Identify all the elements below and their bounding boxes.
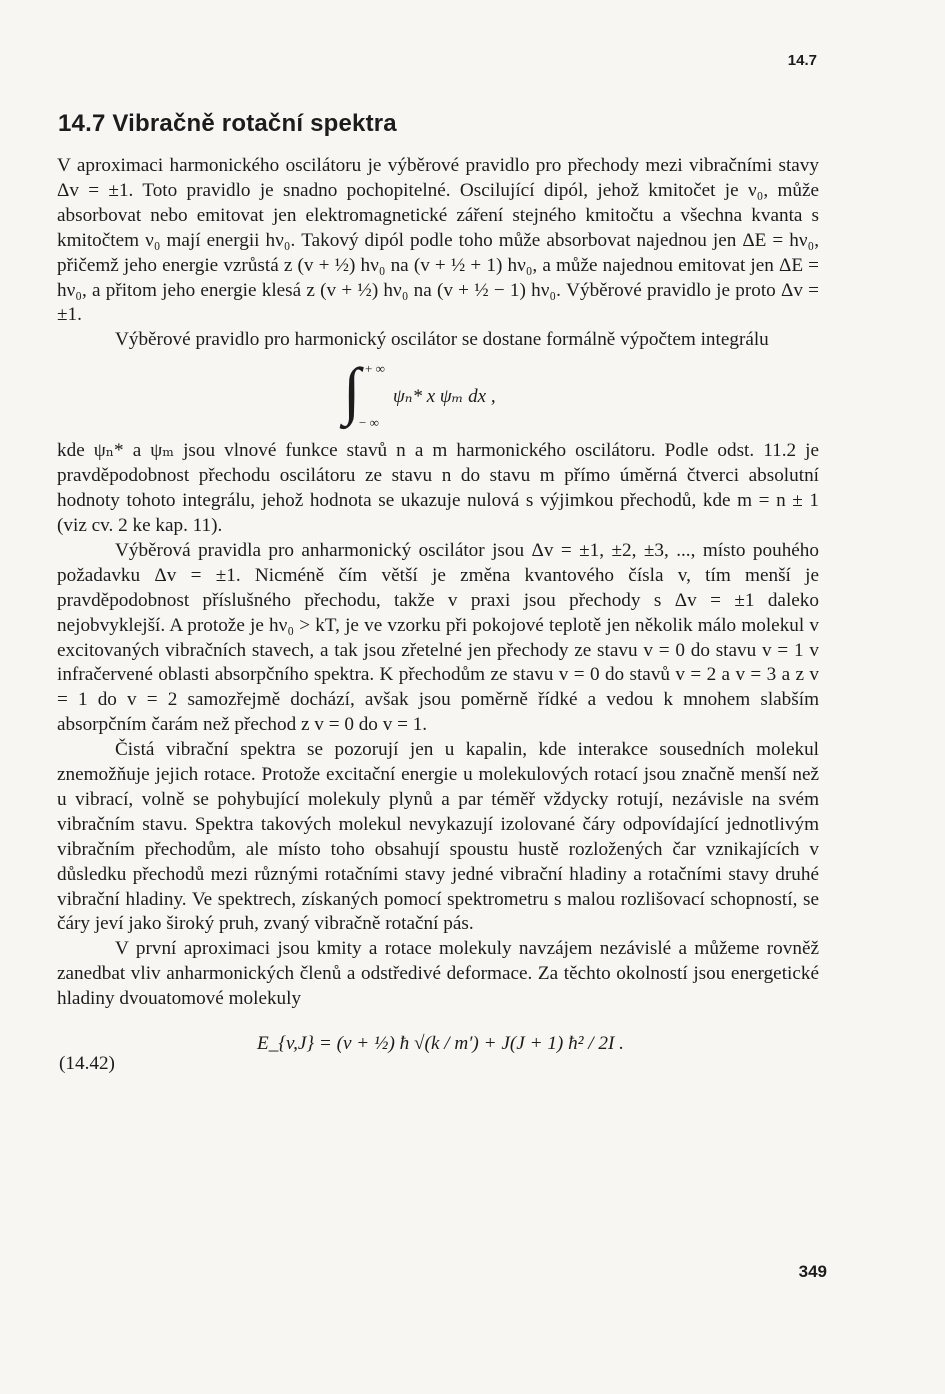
running-head: 14.7 — [787, 52, 817, 69]
paragraph-1: V aproximaci harmonického oscilátoru je výběrové pravidlo pro přechody mezi vibračními stavy Δv = ±1. Toto pravidlo je snadno pochopitelné. Oscilující dipól, jehož kmitočet je ν₀, může absorbovat nebo emitovat jen elektromagnetické záření stejného kmitočtu a všechna kvanta s kmitočtem ν₀ mají energii hν₀. Takový dipól podle toho může absorbovat najednou jen ΔE = hν₀, přičemž jeho energie vzrůstá z (v + ½) hν₀ na (v + ½ + 1) hν₀, a může najednou emitovat jen ΔE = hν₀, a přitom jeho energie klesá z (v + ½) hν₀ na (v + ½ − 1) hν₀. Výběrové pravidlo je proto Δv = ±1. — [57, 155, 819, 326]
equation-number: (14.42) — [59, 1053, 115, 1075]
integral-sign-icon: ∫ — [343, 355, 361, 427]
paragraph-5: Čistá vibrační spektra se pozorují jen u kapalin, kde interakce sousedních molekul znemožňuje jejich rotace. Protože excitační energie u molekulových rotací jsou značně menší než u vibrací, volně se pohybující molekuly plynů a par téměř vždycky rotují, nezávisle na svém vibračním stavu. Spektra takových molekul nevykazují izolované čáry odpovídající jednotlivým vibračním přechodům, ale místo toho obsahují spoustu hustě rozložených čar vznikajících v důsledku přechodů mezi různými rotačními stavy jedné vibrační hladiny a rotačními stavy druhé vibrační hladiny. Ve spektrech, získaných pomocí spektrometru s malou rozlišovací schopností, se čáry jeví jako široký pruh, zvaný vibračně rotační pás. — [57, 739, 819, 935]
integral-display — [57, 357, 819, 433]
equation-body: E_{v,J} = (v + ½) ħ √(k / m′) + J(J + 1) ħ² / 2I . — [257, 1033, 624, 1055]
integrand: ψₙ* x ψₘ dx , — [393, 386, 496, 408]
paragraph-2: Výběrové pravidlo pro harmonický oscilátor se dostane formálně výpočtem integrálu — [115, 329, 769, 351]
equation-14-42 — [57, 1022, 819, 1100]
paragraph-6: V první aproximaci jsou kmity a rotace molekuly navzájem nezávislé a můžeme rovněž zanedbat vliv anharmonických členů a odstředivé deformace. Za těchto okolností jsou energetické hladiny dvouatomové molekuly — [57, 938, 819, 1010]
body-text — [57, 154, 819, 1100]
paragraph-3: kde ψₙ* a ψₘ jsou vlnové funkce stavů n a m harmonického oscilátoru. Podle odst. 11.2 je pravděpodobnost přechodu oscilátoru ze stavu n do stavu m přímo úměrná čtverci absolutní hodnoty tohoto integrálu, jehož hodnota se ukazuje nulová s výjimkou přechodů, kde m = n ± 1 (viz cv. 2 ke kap. 11). — [57, 440, 819, 536]
paragraph-4: Výběrová pravidla pro anharmonický oscilátor jsou Δv = ±1, ±2, ±3, ..., místo pouhého požadavku Δv = ±1. Nicméně čím větší je změna kvantového čísla v, tím menší je pravděpodobnost příslušného přechodu, takže v praxi jsou přechody s Δv = ±1 daleko nejobvyklejší. A protože je hν₀ > kT, je ve vzorku při pokojové teplotě jen několik málo molekul v excitovaných vibračních stavech, a tak jsou zřetelné jen přechody ze stavu v = 0 do stavu v = 1 v infračervené oblasti absorpčního spektra. K přechodům ze stavu v = 0 do stavů v = 2 a v = 3 a z v = 1 do v = 2 samozřejmě dochází, avšak jsou poměrně řídké a vedou k mnohem slabším absorpčním čarám než přechod z v = 0 do v = 1. — [57, 539, 819, 736]
integral-upper-limit: + ∞ — [365, 361, 385, 377]
integral-lower-limit: − ∞ — [359, 415, 379, 431]
page-number: 349 — [798, 1262, 827, 1281]
section-heading: 14.7 Vibračně rotační spektra — [58, 110, 397, 137]
integral-formula — [343, 357, 533, 433]
